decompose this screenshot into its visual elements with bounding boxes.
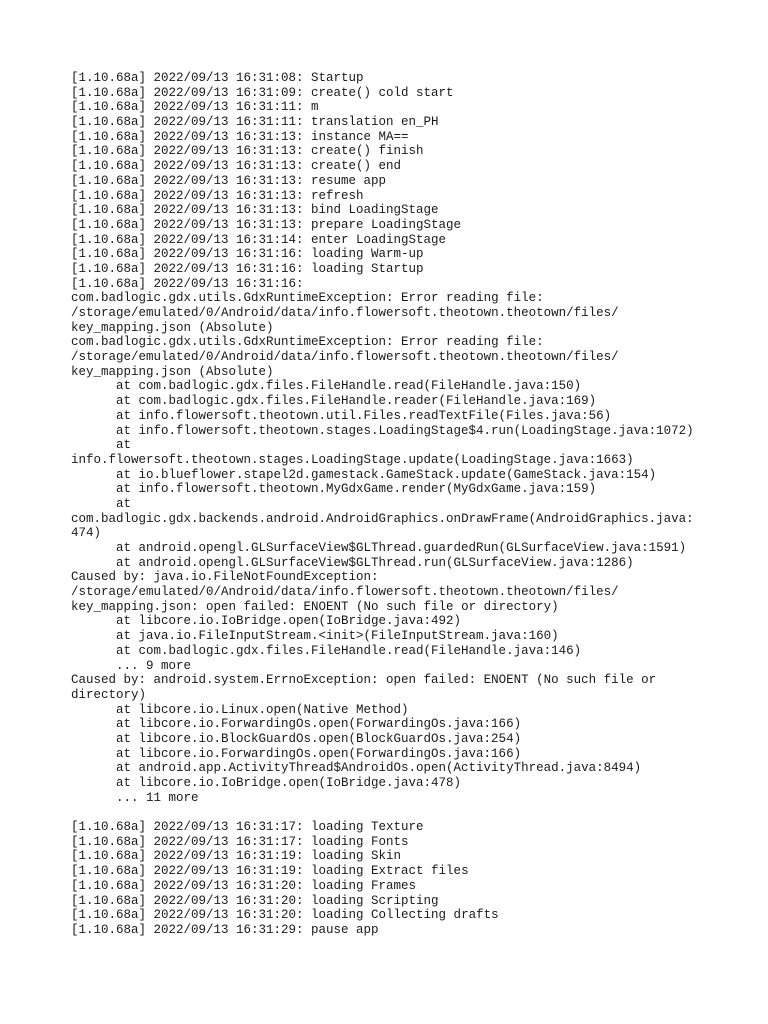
stack-trace-line: at libcore.io.ForwardingOs.open(ForwardingOs.java:166) <box>116 717 522 732</box>
log-line: [1.10.68a] 2022/09/13 16:31:14: enter LoadingStage <box>71 232 447 247</box>
log-line: [1.10.68a] 2022/09/13 16:31:11: m <box>71 100 319 115</box>
log-line: [1.10.68a] 2022/09/13 16:31:13: prepare LoadingStage <box>71 217 462 232</box>
log-line: [1.10.68a] 2022/09/13 16:31:20: loading Scripting <box>71 893 439 908</box>
log-line: com.badlogic.gdx.backends.android.AndroidGraphics.onDrawFrame(AndroidGraphics.java: <box>71 511 694 526</box>
stack-trace-line: at android.app.ActivityThread$AndroidOs.open(ActivityThread.java:8494) <box>116 761 642 776</box>
stack-trace-line: at info.flowersoft.theotown.stages.LoadingStage$4.run(LoadingStage.java:1072) <box>116 423 694 438</box>
stack-trace-line: at android.opengl.GLSurfaceView$GLThread.run(GLSurfaceView.java:1286) <box>116 555 634 570</box>
stack-trace-line: at info.flowersoft.theotown.util.Files.readTextFile(Files.java:56) <box>116 408 612 423</box>
log-line: [1.10.68a] 2022/09/13 16:31:19: loading Skin <box>71 849 402 864</box>
log-line: [1.10.68a] 2022/09/13 16:31:13: create() finish <box>71 144 424 159</box>
log-line: [1.10.68a] 2022/09/13 16:31:13: instance MA== <box>71 129 409 144</box>
log-line: [1.10.68a] 2022/09/13 16:31:17: loading Texture <box>71 820 424 835</box>
stack-trace-line: at <box>116 438 132 453</box>
stack-trace-line: at libcore.io.ForwardingOs.open(ForwardingOs.java:166) <box>116 746 522 761</box>
log-line: [1.10.68a] 2022/09/13 16:31:08: Startup <box>71 71 364 85</box>
log-line: 474) <box>71 526 102 541</box>
log-line: key_mapping.json (Absolute) <box>71 364 274 379</box>
log-line: [1.10.68a] 2022/09/13 16:31:29: pause app <box>71 922 379 937</box>
stack-trace-line: at io.blueflower.stapel2d.gamestack.GameStack.update(GameStack.java:154) <box>116 467 657 482</box>
log-line: [1.10.68a] 2022/09/13 16:31:09: create() cold start <box>71 85 454 100</box>
stack-trace-line: at android.opengl.GLSurfaceView$GLThread.guardedRun(GLSurfaceView.java:1591) <box>116 541 687 555</box>
stack-trace-line: at com.badlogic.gdx.files.FileHandle.reader(FileHandle.java:169) <box>116 394 597 409</box>
log-line: /storage/emulated/0/Android/data/info.flowersoft.theotown.theotown/files/ <box>71 350 619 365</box>
log-line: [1.10.68a] 2022/09/13 16:31:13: bind LoadingStage <box>71 203 439 218</box>
log-line: /storage/emulated/0/Android/data/info.flowersoft.theotown.theotown/files/ <box>71 306 619 320</box>
log-line: Caused by: java.io.FileNotFoundException: <box>71 570 379 585</box>
stack-trace-line: at java.io.FileInputStream.<init>(FileInputStream.java:160) <box>116 629 559 644</box>
log-text-block <box>71 71 728 938</box>
stack-trace-line: at com.badlogic.gdx.files.FileHandle.read(FileHandle.java:146) <box>116 643 582 658</box>
stack-trace-line: at libcore.io.IoBridge.open(IoBridge.java:478) <box>116 776 462 790</box>
blank-line <box>71 805 728 820</box>
stack-trace-line: at libcore.io.BlockGuardOs.open(BlockGuardOs.java:254) <box>116 731 522 746</box>
log-line: [1.10.68a] 2022/09/13 16:31:11: translation en_PH <box>71 115 439 130</box>
log-line: [1.10.68a] 2022/09/13 16:31:20: loading Collecting drafts <box>71 908 499 923</box>
log-line: directory) <box>71 687 147 702</box>
log-line: [1.10.68a] 2022/09/13 16:31:13: resume app <box>71 173 387 188</box>
log-line: Caused by: android.system.ErrnoException: open failed: ENOENT (No such file or <box>71 673 657 688</box>
log-line: [1.10.68a] 2022/09/13 16:31:13: create() end <box>71 159 402 174</box>
stack-trace-line: at com.badlogic.gdx.files.FileHandle.read(FileHandle.java:150) <box>116 379 582 394</box>
log-line: [1.10.68a] 2022/09/13 16:31:16: loading Warm-up <box>71 247 424 262</box>
log-line: [1.10.68a] 2022/09/13 16:31:20: loading Frames <box>71 878 417 893</box>
log-line: [1.10.68a] 2022/09/13 16:31:13: refresh <box>71 188 364 203</box>
log-line: com.badlogic.gdx.utils.GdxRuntimeException: Error reading file: <box>71 291 544 306</box>
log-line: key_mapping.json: open failed: ENOENT (No such file or directory) <box>71 599 559 614</box>
log-line: key_mapping.json (Absolute) <box>71 320 274 335</box>
log-line: info.flowersoft.theotown.stages.LoadingStage.update(LoadingStage.java:1663) <box>71 452 634 467</box>
log-line: [1.10.68a] 2022/09/13 16:31:16: loading Startup <box>71 261 424 276</box>
log-line: [1.10.68a] 2022/09/13 16:31:16: <box>71 276 304 291</box>
stack-trace-line: at info.flowersoft.theotown.MyGdxGame.render(MyGdxGame.java:159) <box>116 482 597 497</box>
log-line: /storage/emulated/0/Android/data/info.flowersoft.theotown.theotown/files/ <box>71 585 619 600</box>
log-line: [1.10.68a] 2022/09/13 16:31:17: loading Fonts <box>71 834 409 849</box>
stack-trace-line: at libcore.io.IoBridge.open(IoBridge.java:492) <box>116 614 462 629</box>
stack-trace-line: ... 9 more <box>116 658 192 673</box>
stack-trace-line: at libcore.io.Linux.open(Native Method) <box>116 702 409 717</box>
log-line: com.badlogic.gdx.utils.GdxRuntimeException: Error reading file: <box>71 335 544 350</box>
stack-trace-line: at <box>116 496 132 511</box>
log-line: [1.10.68a] 2022/09/13 16:31:19: loading Extract files <box>71 864 469 879</box>
stack-trace-line: ... 11 more <box>116 790 199 805</box>
